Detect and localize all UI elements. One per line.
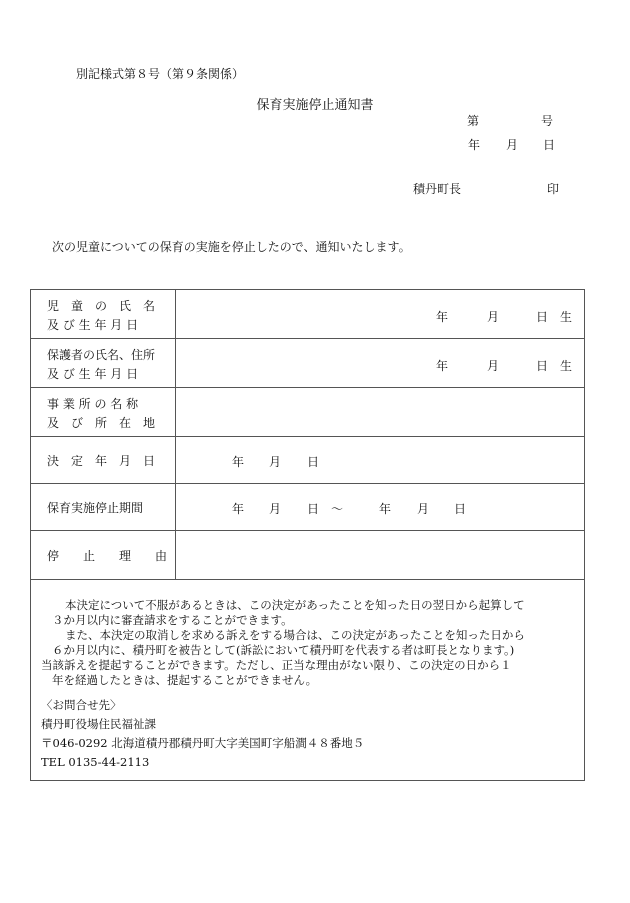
- row-child: [31, 290, 584, 339]
- notice-line-3: また、本決定の取消しを求める訴えをする場合は、この決定があったことを知った日から: [65, 628, 525, 642]
- date-month-label: 月: [506, 138, 519, 152]
- contact-phone: TEL 0135-44-2113: [41, 755, 150, 769]
- issuer-name: 積丹町長: [413, 182, 462, 196]
- row-guardian: [31, 339, 584, 388]
- period-start-day: 日: [307, 502, 320, 516]
- period-tilde: ～: [331, 502, 344, 516]
- child-birth-year: 年: [436, 310, 449, 324]
- row-suspension-period: [31, 484, 584, 531]
- contact-heading: 〈お問合せ先〉: [41, 698, 122, 712]
- period-end-month: 月: [417, 502, 430, 516]
- child-label-2: 及 び 生 年 月 日: [47, 318, 139, 332]
- document-number-go: 号: [541, 114, 554, 128]
- document-number-dai: 第: [467, 114, 480, 128]
- document-title: 保育実施停止通知書: [256, 98, 374, 113]
- decision-day: 日: [307, 455, 320, 469]
- decision-year: 年: [232, 455, 245, 469]
- decision-label: 決 定 年 月 日: [47, 454, 156, 468]
- guardian-label-1: 保護者の氏名、住所: [47, 348, 156, 362]
- contact-block: [41, 696, 364, 772]
- decision-month: 月: [269, 455, 282, 469]
- child-birth-month: 月: [487, 310, 500, 324]
- date-year-label: 年: [468, 138, 481, 152]
- contact-department: 積丹町役場住民福祉課: [41, 717, 156, 731]
- guardian-label-2: 及 び 生 年 月 日: [47, 367, 139, 381]
- notice-line-5: 当該訴えを提起することができます。ただし、正当な理由がない限り、この決定の日から１: [41, 658, 512, 672]
- period-start-year: 年: [232, 502, 245, 516]
- child-label-1: 児 童 の 氏 名: [47, 299, 156, 313]
- period-label: 保育実施停止期間: [47, 501, 144, 515]
- notice-line-4: ６か月以内に、積丹町を被告として(訴訟において積丹町を代表する者は町長となります。): [52, 643, 515, 657]
- period-end-day: 日: [454, 502, 467, 516]
- period-end-year: 年: [379, 502, 392, 516]
- child-birth-day: 日 生: [536, 310, 573, 324]
- contact-address: 〒046-0292 北海道積丹郡積丹町大字美国町字船澗４８番地５: [41, 736, 365, 750]
- seal-mark: 印: [547, 182, 560, 196]
- guardian-birth-day: 日 生: [536, 359, 573, 373]
- notice-form-table: [30, 289, 585, 781]
- row-facility: [31, 388, 584, 437]
- intro-text: 次の児童についての保育の実施を停止したので、通知いたします。: [52, 240, 411, 254]
- facility-label-1: 事 業 所 の 名 称: [47, 397, 139, 411]
- guardian-birth-year: 年: [436, 359, 449, 373]
- notice-line-6: 年を経過したときは、提起することができません。: [52, 673, 318, 687]
- guardian-birth-month: 月: [487, 359, 500, 373]
- facility-label-2: 及 び 所 在 地: [47, 416, 156, 430]
- row-reason: [31, 531, 584, 580]
- row-decision-date: [31, 437, 584, 484]
- form-reference: 別記様式第８号（第９条関係）: [76, 67, 245, 81]
- period-start-month: 月: [269, 502, 282, 516]
- notice-line-1: 本決定について不服があるときは、この決定があったことを知った日の翌日から起算して: [65, 598, 525, 612]
- date-day-label: 日: [543, 138, 556, 152]
- reason-label: 停 止 理 由: [47, 549, 168, 563]
- notice-line-2: ３か月以内に審査請求をすることができます。: [52, 613, 293, 627]
